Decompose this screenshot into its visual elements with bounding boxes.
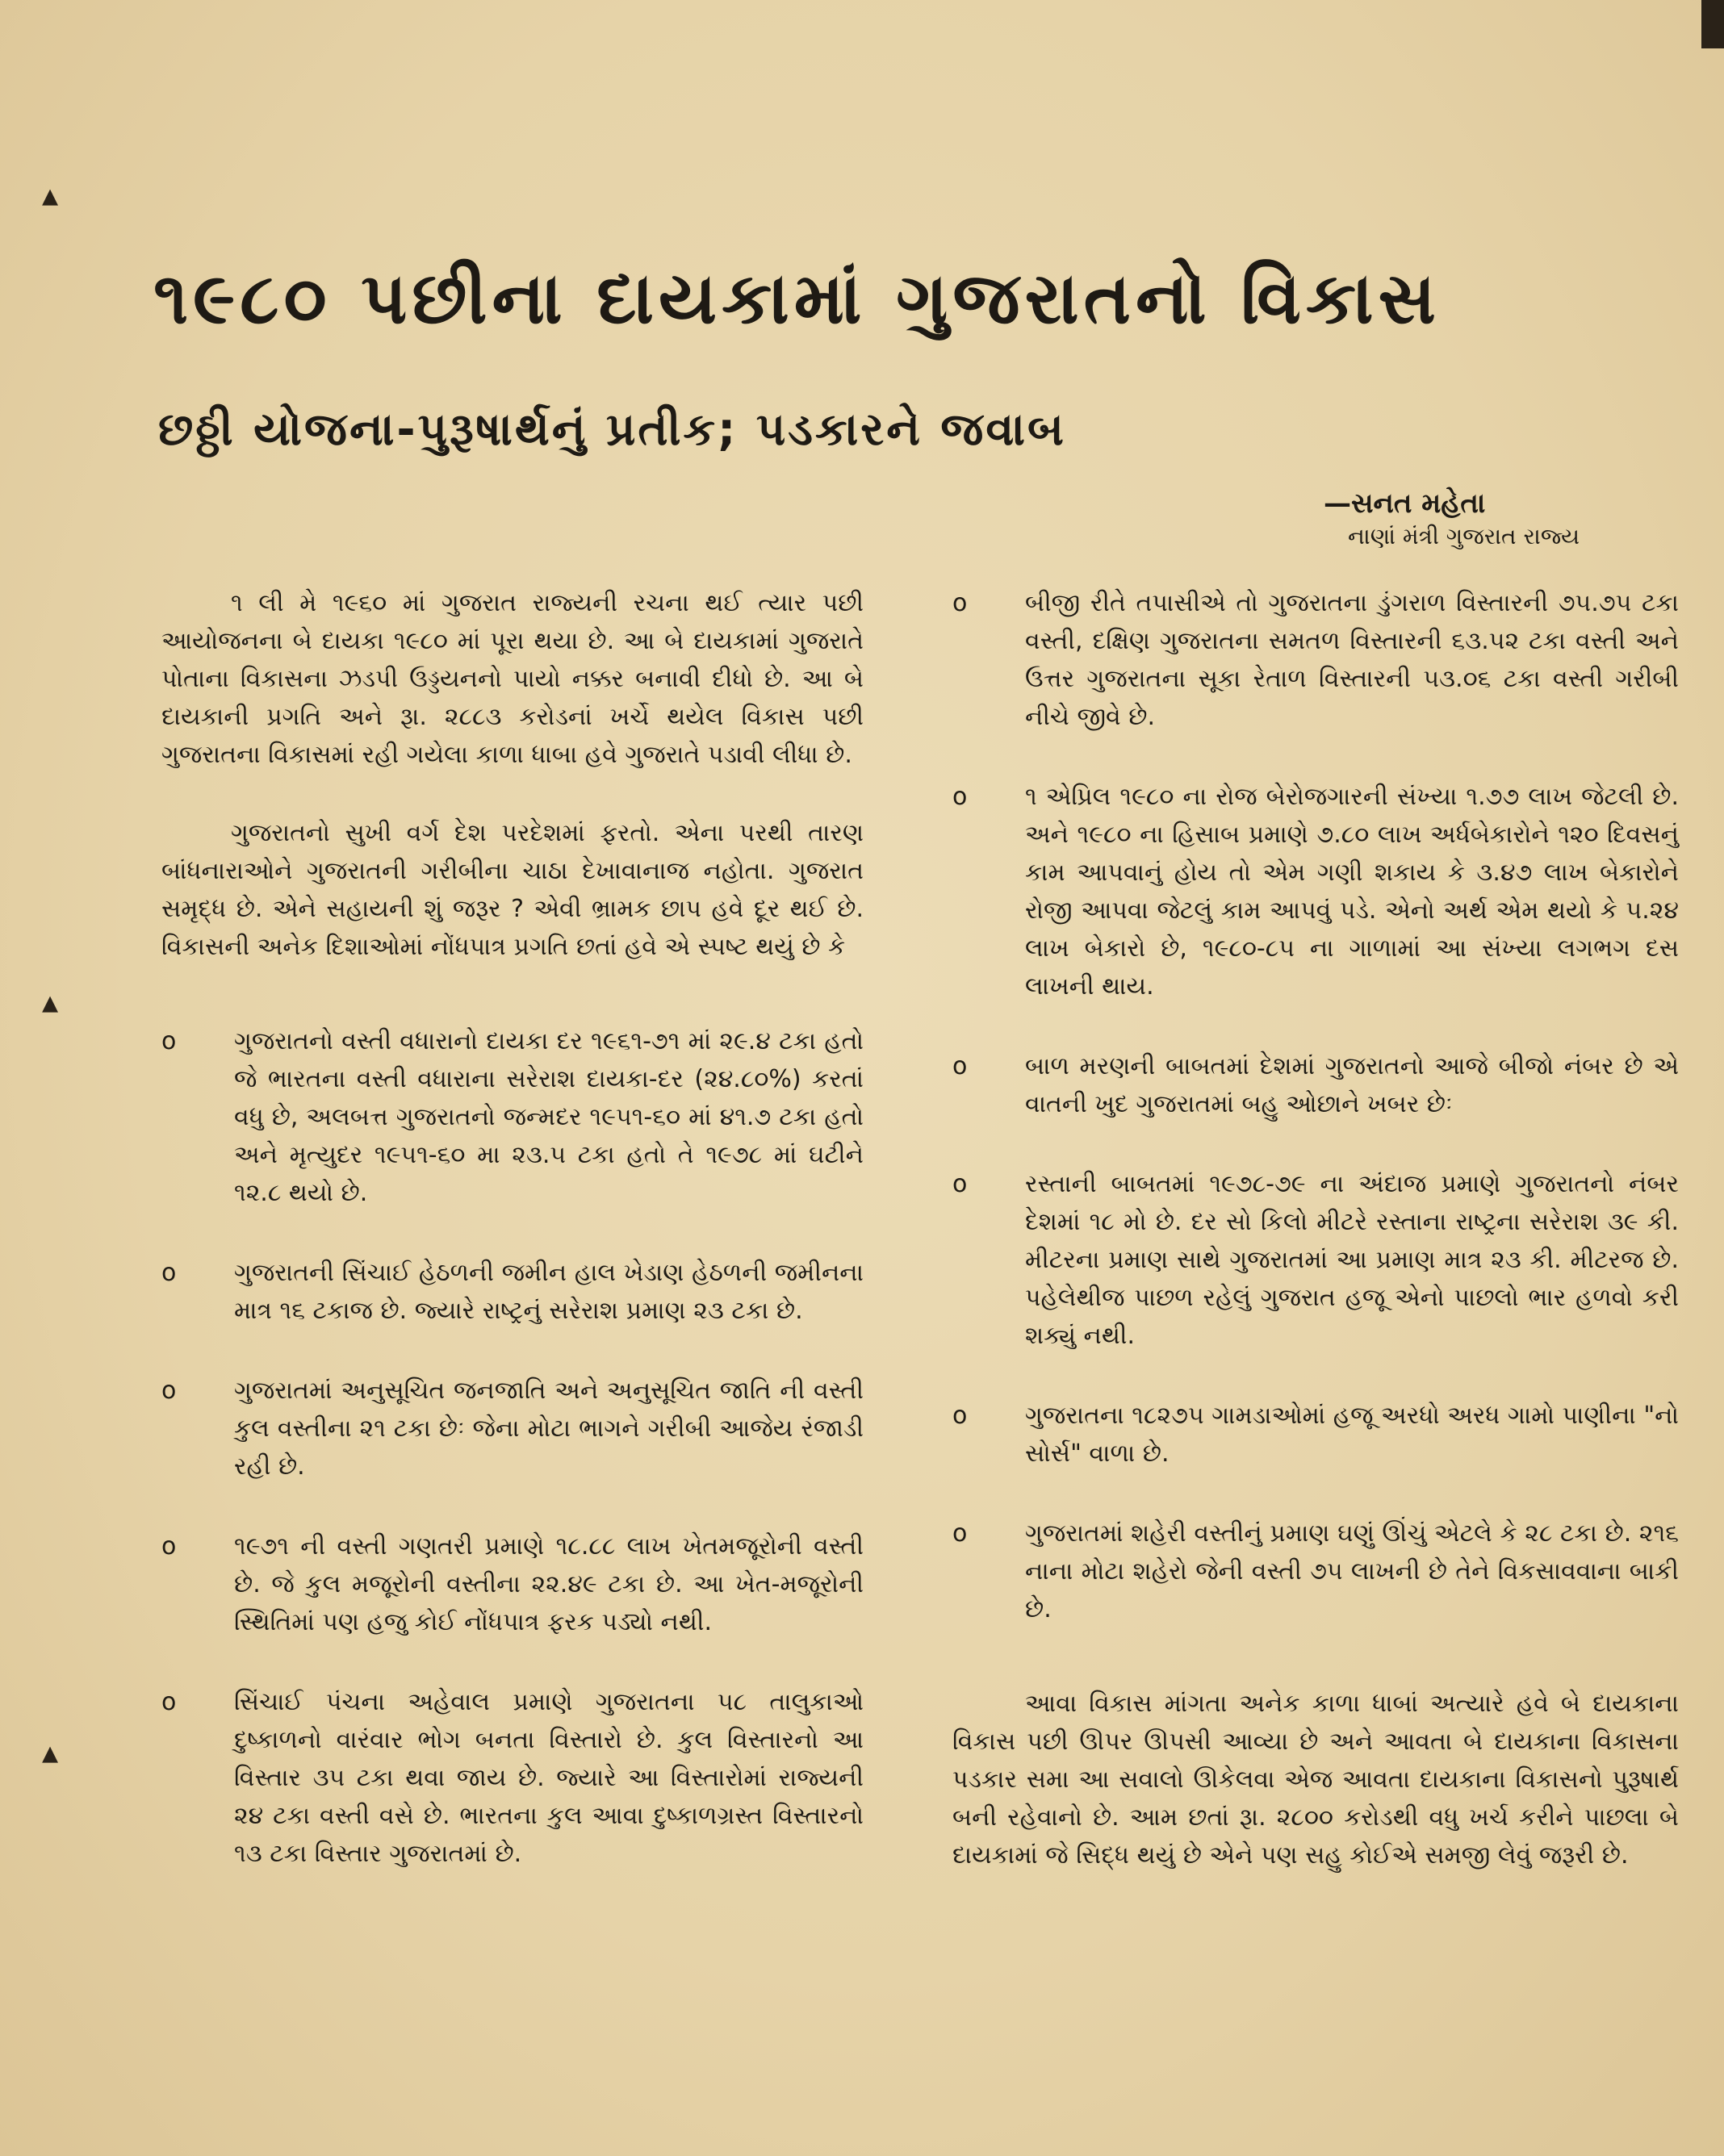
bullet-item: [952, 1047, 1679, 1123]
bullet-marker: o: [952, 1402, 968, 1430]
bullet-text: ગુજરાતનો વસ્તી વધારાનો દાયકા દર ૧૯૬૧-૭૧ માં ૨૯.૪ ટકા હતો જે ભારતના વસ્તી વધારાના સરેરાશ દાયકા-દર (૨૪.૮૦%) કરતાં વધુ છે, અલબત્ત ગુજરાતનો જન્મદર ૧૯૫૧-૬૦ માં ૪૧.૭ ટકા હતો અને મૃત્યુદર ૧૯૫૧-૬૦ મા ૨૩.૫ ટકા હતો તે ૧૯૭૮ માં ઘટીને ૧૨.૮ થયો છે.: [234, 1027, 864, 1207]
ink-speck: ▴: [42, 1734, 59, 1771]
bullet-item: [161, 1372, 864, 1485]
bullet-marker: o: [161, 1259, 177, 1287]
bullet-item: [161, 1683, 864, 1873]
bullet-item: [952, 584, 1679, 736]
bullet-text: સિંચાઈ પંચના અહેવાલ પ્રમાણે ગુજરાતના ૫૮ તાલુકાઓ દુષ્કાળનો વારંવાર ભોગ બનતા વિસ્તારો છે. કુલ વિસ્તારનો આ વિસ્તાર ૩૫ ટકા થવા જાય છે. જ્યારે આ વિસ્તારોમાં રાજ્યની ૨૪ ટકા વસ્તી વસે છે. ભારતના કુલ આવા દુષ્કાળગ્રસ્ત વિસ્તારનો ૧૩ ટકા વિસ્તાર ગુજરાતમાં છે.: [234, 1688, 864, 1868]
left-column: [161, 584, 864, 1915]
bullet-text: ૧૯૭૧ ની વસ્તી ગણતરી પ્રમાણે ૧૮.૮૮ લાખ ખેતમજૂરોની વસ્તી છે. જે કુલ મજૂરોની વસ્તીના ૨૨.૪૯ ટકા છે. આ ખેત-મજૂરોની સ્થિતિમાં પણ હજુ કોઈ નોંધપાત્ર ફરક પડ્યો નથી.: [234, 1532, 864, 1636]
bullet-marker: o: [952, 1052, 968, 1080]
bullet-marker: o: [952, 1519, 968, 1548]
bullet-text: ગુજરાતમાં શહેરી વસ્તીનું પ્રમાણ ઘણું ઊંચું એટલે કે ૨૮ ટકા છે. ૨૧૬ નાના મોટા શહેરો જેની વસ્તી ૭૫ લાખની છે તેને વિકસાવવાના બાકી છે.: [1025, 1519, 1679, 1623]
bullet-marker: o: [952, 589, 968, 617]
bullet-text: ગુજરાતમાં અનુસૂચિત જનજાતિ અને અનુસૂચિત જાતિ ની વસ્તી કુલ વસ્તીના ૨૧ ટકા છેઃ જેના મોટા ભાગને ગરીબી આજેય રંજાડી રહી છે.: [234, 1377, 864, 1481]
bullet-text: રસ્તાની બાબતમાં ૧૯૭૮-૭૯ ના અંદાજ પ્રમાણે ગુજરાતનો નંબર દેશમાં ૧૮ મો છે. દર સો કિલો મીટરે રસ્તાના રાષ્ટ્રના સરેરાશ ૩૯ કી. મીટરના પ્રમાણ સાથે ગુજરાતમાં આ પ્રમાણ માત્ર ૨૩ કી. મીટરજ છે. પહેલેથીજ પાછળ રહેલું ગુજરાત હજૂ એનો પાછલો ભાર હળવો કરી શક્યું નથી.: [1025, 1170, 1679, 1350]
bullet-text: ૧ એપ્રિલ ૧૯૮૦ ના રોજ બેરોજગારની સંખ્યા ૧.૭૭ લાખ જેટલી છે. અને ૧૯૮૦ ના હિસાબ પ્રમાણે ૭.૮૦ લાખ અર્ધબેકારોને ૧૨૦ દિવસનું કામ આપવાનું હોય તો એમ ગણી શકાય કે ૩.૪૭ લાખ બેકારોને રોજી આપવા જેટલું કામ આપવું પડે. એનો અર્થ એમ થયો કે ૫.૨૪ લાખ બેકારો છે, ૧૯૮૦-૮૫ ના ગાળામાં આ સંખ્યા લગભગ દસ લાખની થાય.: [1025, 783, 1679, 1001]
intro-paragraph: ગુજરાતનો સુખી વર્ગ દેશ પરદેશમાં ફરતો. એના પરથી તારણ બાંધનારાઓને ગુજરાતની ગરીબીના ચાઠા દેખાવાનાજ નહોતા. ગુજરાત સમૃદ્ધ છે. એને સહાયની શું જરૂર ? એવી ભ્રામક છાપ હવે દૂર થઈ છે. વિકાસની અનેક દિશાઓમાં નોંધપાત્ર પ્રગતિ છતાં હવે એ સ્પષ્ટ થયું છે કે: [161, 819, 864, 961]
ink-speck: ▴: [42, 177, 59, 214]
right-column: [952, 584, 1679, 1915]
bullet-marker: o: [161, 1532, 177, 1561]
bullet-text: ગુજરાતની સિંચાઈ હેઠળની જમીન હાલ ખેડાણ હેઠળની જમીનના માત્ર ૧૬ ટકાજ છે. જ્યારે રાષ્ટ્રનું સરેરાશ પ્રમાણ ૨૩ ટકા છે.: [234, 1259, 864, 1325]
intro-paragraph: ૧ લી મે ૧૯૬૦ માં ગુજરાત રાજ્યની રચના થઈ ત્યાર પછી આયોજનના બે દાયકા ૧૯૮૦ માં પૂરા થયા છે. આ બે દાયકામાં ગુજરાતે પોતાના વિકાસના ઝડપી ઉડ્ડયનનો પાયો નક્કર બનાવી દીધો છે. આ બે દાયકાની પ્રગતિ અને રૂા. ૨૮૮૩ કરોડનાં ખર્ચે થયેલ વિકાસ પછી ગુજરાતના વિકાસમાં રહી ગયેલા કાળા ધાબા હવે ગુજરાતે પડાવી લીધા છે.: [161, 589, 864, 769]
bullet-marker: o: [952, 1170, 968, 1198]
bullet-text: બીજી રીતે તપાસીએ તો ગુજરાતના ડુંગરાળ વિસ્તારની ૭૫.૭૫ ટકા વસ્તી, દક્ષિણ ગુજરાતના સમતળ વિસ્તારની ૬૩.૫૨ ટકા વસ્તી અને ઉત્તર ગુજરાતના સૂકા રેતાળ વિસ્તારની ૫૩.૦૬ ટકા વસ્તી ગરીબી નીચે જીવે છે.: [1025, 589, 1679, 731]
bullet-marker: o: [161, 1688, 177, 1716]
bullet-item: [952, 778, 1679, 1005]
bullet-item: [161, 1022, 864, 1212]
torn-corner: [1701, 0, 1724, 48]
bullet-item: [952, 1397, 1679, 1473]
author-role: નાણાં મંત્રી ગુજરાત રાજ્ય: [1348, 523, 1580, 549]
bullet-text: ગુજરાતના ૧૮૨૭૫ ગામડાઓમાં હજૂ અરધો અરધ ગામો પાણીના "નો સોર્સ" વાળા છે.: [1025, 1402, 1679, 1468]
bullet-marker: o: [161, 1377, 177, 1405]
bullet-item: [161, 1254, 864, 1330]
ink-speck: ▴: [42, 984, 59, 1021]
article-subtitle: છઠ્ઠી યોજના-પુરૂષાર્થનું પ્રતીક; પડકારને જવાબ: [158, 403, 1066, 456]
bullet-marker: o: [952, 783, 968, 811]
article-title: ૧૯૮૦ પછીના દાયકામાં ગુજરાતનો વિકાસ: [153, 257, 1441, 340]
bullet-text: બાળ મરણની બાબતમાં દેશમાં ગુજરાતનો આજે બીજો નંબર છે એ વાતની ખુદ ગુજરાતમાં બહુ ઓછાને ખબર છેઃ: [1025, 1052, 1679, 1118]
bullet-item: [952, 1515, 1679, 1628]
author-name: —સનત મહેતા: [1324, 487, 1486, 520]
closing-paragraph: આવા વિકાસ માંગતા અનેક કાળા ધાબાં અત્યારે હવે બે દાયકાના વિકાસ પછી ઊપર ઊપસી આવ્યા છે અને આવતા બે દાયકાના વિકાસના પડકાર સમા આ સવાલો ઊકેલવા એજ આવતા દાયકાના વિકાસનો પુરૂષાર્થ બની રહેવાનો છે. આમ છતાં રૂા. ૨૮૦૦ કરોડથી વધુ ખર્ચ કરીને પાછલા બે દાયકામાં જે સિદ્ધ થયું છે એને પણ સહુ કોઈએ સમજી લેવું જરૂરી છે.: [952, 1690, 1679, 1870]
bullet-item: [952, 1165, 1679, 1355]
bullet-item: [161, 1527, 864, 1641]
bullet-marker: o: [161, 1027, 177, 1055]
